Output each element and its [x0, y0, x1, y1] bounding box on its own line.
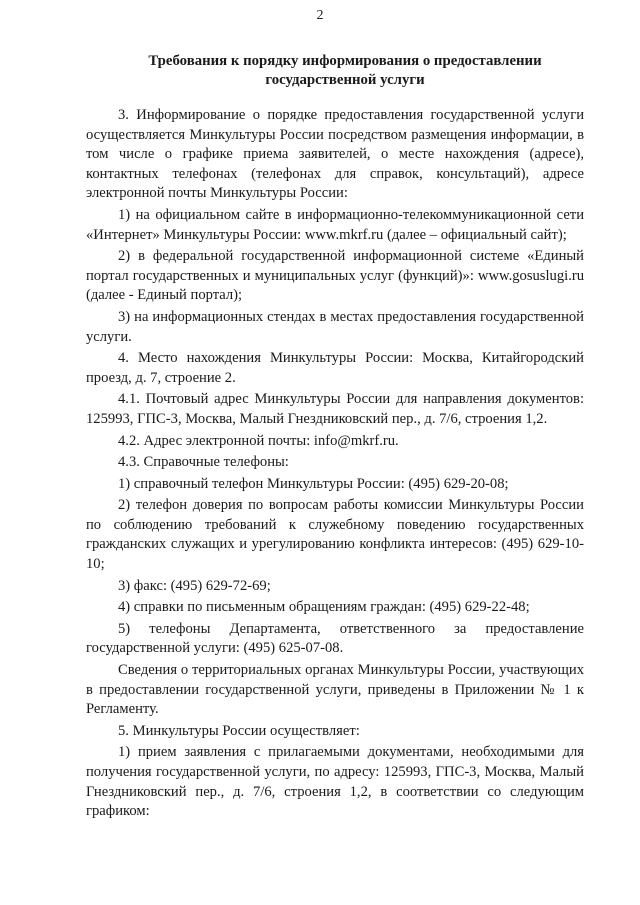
section-title: Требования к порядку информирования о предоставлении государственной услуги	[148, 53, 542, 88]
paragraph: 3. Информирование о порядке предоставления государственной услуги осуществляется Минкультуры России посредством размещения информации, в том числе о графике приема заявителей, о месте нахождения (адресе), контактных телефонах (телефонах для справок, консультаций), адресе электронной почты Минкультуры России:	[86, 107, 584, 202]
paragraph: 2) телефон доверия по вопросам работы комиссии Минкультуры России по соблюдению требований к служебному поведению государственных гражданских служащих и урегулированию конфликта интересов: (495) 629-10-10;	[86, 497, 584, 573]
paragraph: 1) справочный телефон Минкультуры России: (495) 629-20-08;	[118, 475, 509, 492]
paragraph: 1) прием заявления с прилагаемыми документами, необходимыми для получения государственной услуги, по адресу: 125993, ГПС-3, Москва, Малый Гнездниковский пер., д. 7/6, строения 1,2, в соответствии со следующим графиком:	[86, 744, 584, 820]
paragraph: 4.3. Справочные телефоны:	[118, 454, 289, 471]
paragraph: 3) на информационных стендах в местах предоставления государственной услуги.	[86, 308, 584, 345]
paragraph: 3) факс: (495) 629-72-69;	[118, 577, 271, 594]
paragraph: 5) телефоны Департамента, ответственного за предоставление государственной услуги: (495) 625-07-08.	[86, 620, 584, 657]
paragraph: 4.1. Почтовый адрес Минкультуры России для направления документов: 125993, ГПС-3, Москва, Малый Гнездниковский пер., д. 7/6, строения 1,2.	[86, 391, 584, 427]
paragraph: 4) справки по письменным обращениям граждан: (495) 629-22-48;	[118, 599, 530, 616]
paragraph: Сведения о территориальных органах Минкультуры России, участвующих в предоставлении государственной услуги, приведены в Приложении № 1 к Регламенту.	[86, 662, 584, 718]
paragraph: 4.2. Адрес электронной почты: info@mkrf.ru.	[118, 432, 399, 449]
paragraph: 5. Минкультуры России осуществляет:	[118, 722, 360, 739]
paragraph: 4. Место нахождения Минкультуры России: Москва, Китайгородский проезд, д. 7, строение 2.	[86, 350, 584, 386]
page-number: 2	[316, 8, 324, 23]
paragraph: 2) в федеральной государственной информационной системе «Единый портал государственных и муниципальных услуг (функций)»: www.gosuslugi.ru (далее - Единый портал);	[86, 248, 584, 304]
document-body	[86, 106, 584, 822]
paragraph: 1) на официальном сайте в информационно-телекоммуникационной сети «Интернет» Минкультуры России: www.mkrf.ru (далее – официальный сайт);	[86, 206, 584, 243]
